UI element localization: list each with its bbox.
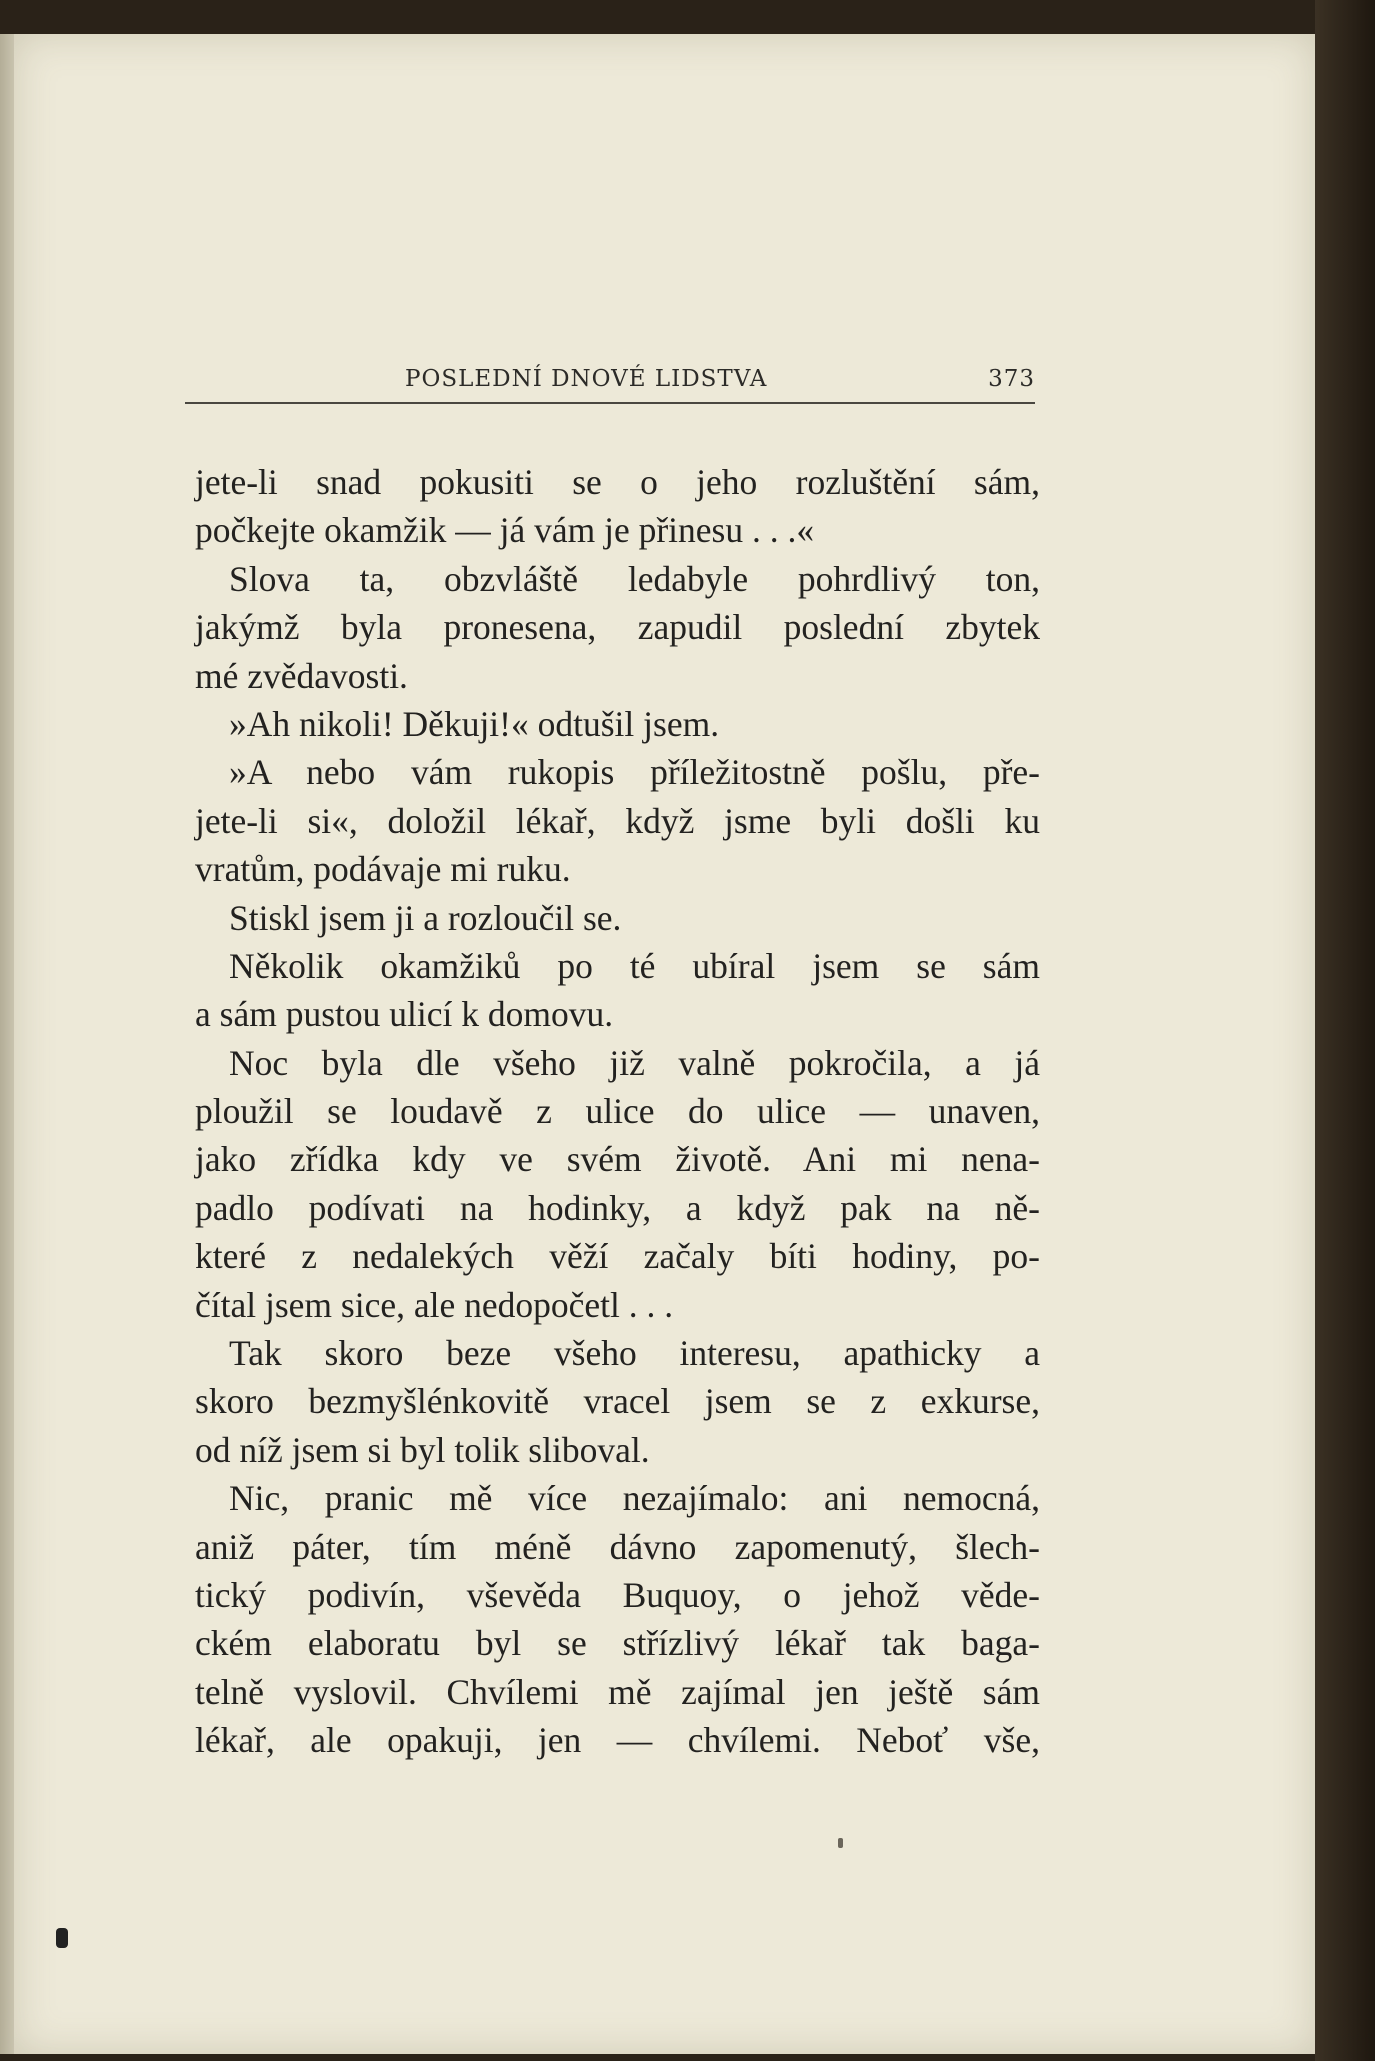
text-line: čítal jsem sice, ale nedopočetl . . . — [195, 1284, 674, 1325]
text-line: skoro bezmyšlénkovitě vracel jsem se z exkurse, — [195, 1381, 1040, 1422]
text-line: vratům, podávaje mi ruku. — [195, 849, 571, 890]
text-line: aniž páter, tím méně dávno zapomenutý, šlech- — [195, 1526, 1040, 1567]
text-line: a sám pustou ulicí k domovu. — [195, 994, 614, 1035]
text-line: jete-li si«, doložil lékař, když jsme byli došli ku — [195, 800, 1040, 841]
text-line: Slova ta, obzvláště ledabyle pohrdlivý ton, — [229, 558, 1040, 599]
page-number: 373 — [988, 366, 1035, 392]
text-line: ckém elaboratu byl se střízlivý lékař tak baga- — [195, 1623, 1040, 1664]
text-line: jete-li snad pokusiti se o jeho rozluštění sám, — [195, 462, 1040, 502]
text-line: Stiskl jsem ji a rozloučil se. — [229, 897, 622, 938]
text-line: padlo podívati na hodinky, a když pak na ně- — [195, 1187, 1040, 1228]
ink-blot — [56, 1928, 68, 1948]
text-line: tický podivín, vševěda Buquoy, o jehož věde- — [195, 1574, 1040, 1615]
running-title: POSLEDNÍ DNOVÉ LIDSTVA — [405, 366, 768, 392]
text-line: telně vyslovil. Chvílemi mě zajímal jen ještě sám — [195, 1671, 1040, 1712]
text-line: »Ah nikoli! Děkuji!« odtušil jsem. — [229, 703, 720, 744]
text-line: Noc byla dle všeho již valně pokročila, a já — [229, 1042, 1040, 1083]
text-line: jako zřídka kdy ve svém životě. Ani mi nena- — [195, 1139, 1040, 1180]
text-line: počkejte okamžik — já vám je přinesu . . .« — [195, 510, 815, 551]
text-line: které z nedalekých věží začaly bíti hodiny, po- — [195, 1236, 1040, 1277]
text-line: ploužil se loudavě z ulice do ulice — unaven, — [195, 1091, 1040, 1132]
text-line: Nic, pranic mě více nezajímalo: ani nemocná, — [229, 1478, 1040, 1519]
header-rule — [185, 402, 1035, 404]
text-line: Několik okamžiků po té ubíral jsem se sám — [229, 945, 1040, 986]
page-edge-shadow — [1315, 0, 1375, 2061]
text-line: »A nebo vám rukopis příležitostně pošlu, pře- — [229, 752, 1040, 793]
ink-speck — [838, 1838, 843, 1848]
body-text — [195, 458, 1040, 1765]
text-line: lékař, ale opakuji, jen — chvílemi. Neboť vše, — [195, 1720, 1040, 1761]
text-line: Tak skoro beze všeho interesu, apathicky a — [229, 1333, 1040, 1374]
text-line: jakýmž byla pronesena, zapudil poslední zbytek — [195, 607, 1040, 648]
text-line: mé zvědavosti. — [195, 655, 408, 696]
text-line: od níž jsem si byl tolik sliboval. — [195, 1429, 650, 1470]
